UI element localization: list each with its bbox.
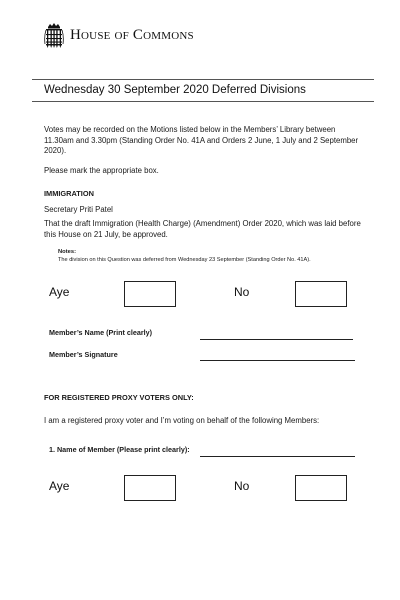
notes-label: Notes:: [58, 249, 77, 255]
instruction-text: Please mark the appropriate box.: [44, 166, 159, 175]
portcullis-logo-icon: [44, 22, 64, 48]
member-signature-field[interactable]: [200, 360, 355, 361]
proxy-member-name-field[interactable]: [200, 456, 355, 457]
title-top-rule: [32, 79, 374, 80]
header: [44, 20, 194, 50]
no-label: No: [234, 285, 250, 299]
proxy-aye-label: Aye: [49, 479, 70, 493]
member-name-field[interactable]: [200, 339, 353, 340]
aye-label: Aye: [49, 285, 70, 299]
notes-text: The division on this Question was deferred from Wednesday 23 September (Standing Order No. 41A).: [58, 257, 311, 263]
member-signature-label: Member’s Signature: [49, 350, 118, 359]
motion-heading: IMMIGRATION: [44, 189, 94, 198]
proxy-no-checkbox[interactable]: [295, 475, 347, 501]
organisation-name: House of Commons: [70, 26, 194, 43]
proxy-heading: FOR REGISTERED PROXY VOTERS ONLY:: [44, 393, 194, 402]
aye-checkbox[interactable]: [124, 281, 176, 307]
proxy-aye-checkbox[interactable]: [124, 475, 176, 501]
proxy-statement: I am a registered proxy voter and I’m voting on behalf of the following Members:: [44, 416, 320, 425]
title-bottom-rule: [32, 101, 374, 102]
minister-name: Secretary Priti Patel: [44, 205, 113, 214]
member-name-label: Member’s Name (Print clearly): [49, 328, 153, 337]
page-title: Wednesday 30 September 2020 Deferred Divisions: [44, 84, 306, 96]
motion-text: That the draft Immigration (Health Charge) (Amendment) Order 2020, which was laid before this House on 21 July, be approved.: [44, 219, 361, 239]
no-checkbox[interactable]: [295, 281, 347, 307]
proxy-no-label: No: [234, 479, 250, 493]
proxy-member-name-label: 1. Name of Member (Please print clearly):: [49, 445, 190, 454]
intro-paragraph: Votes may be recorded on the Motions listed below in the Members’ Library between 11.30am and 3.30pm (Standing Order No. 41A and Orders 2 June, 1 July and 2 September 2020).: [44, 125, 359, 155]
